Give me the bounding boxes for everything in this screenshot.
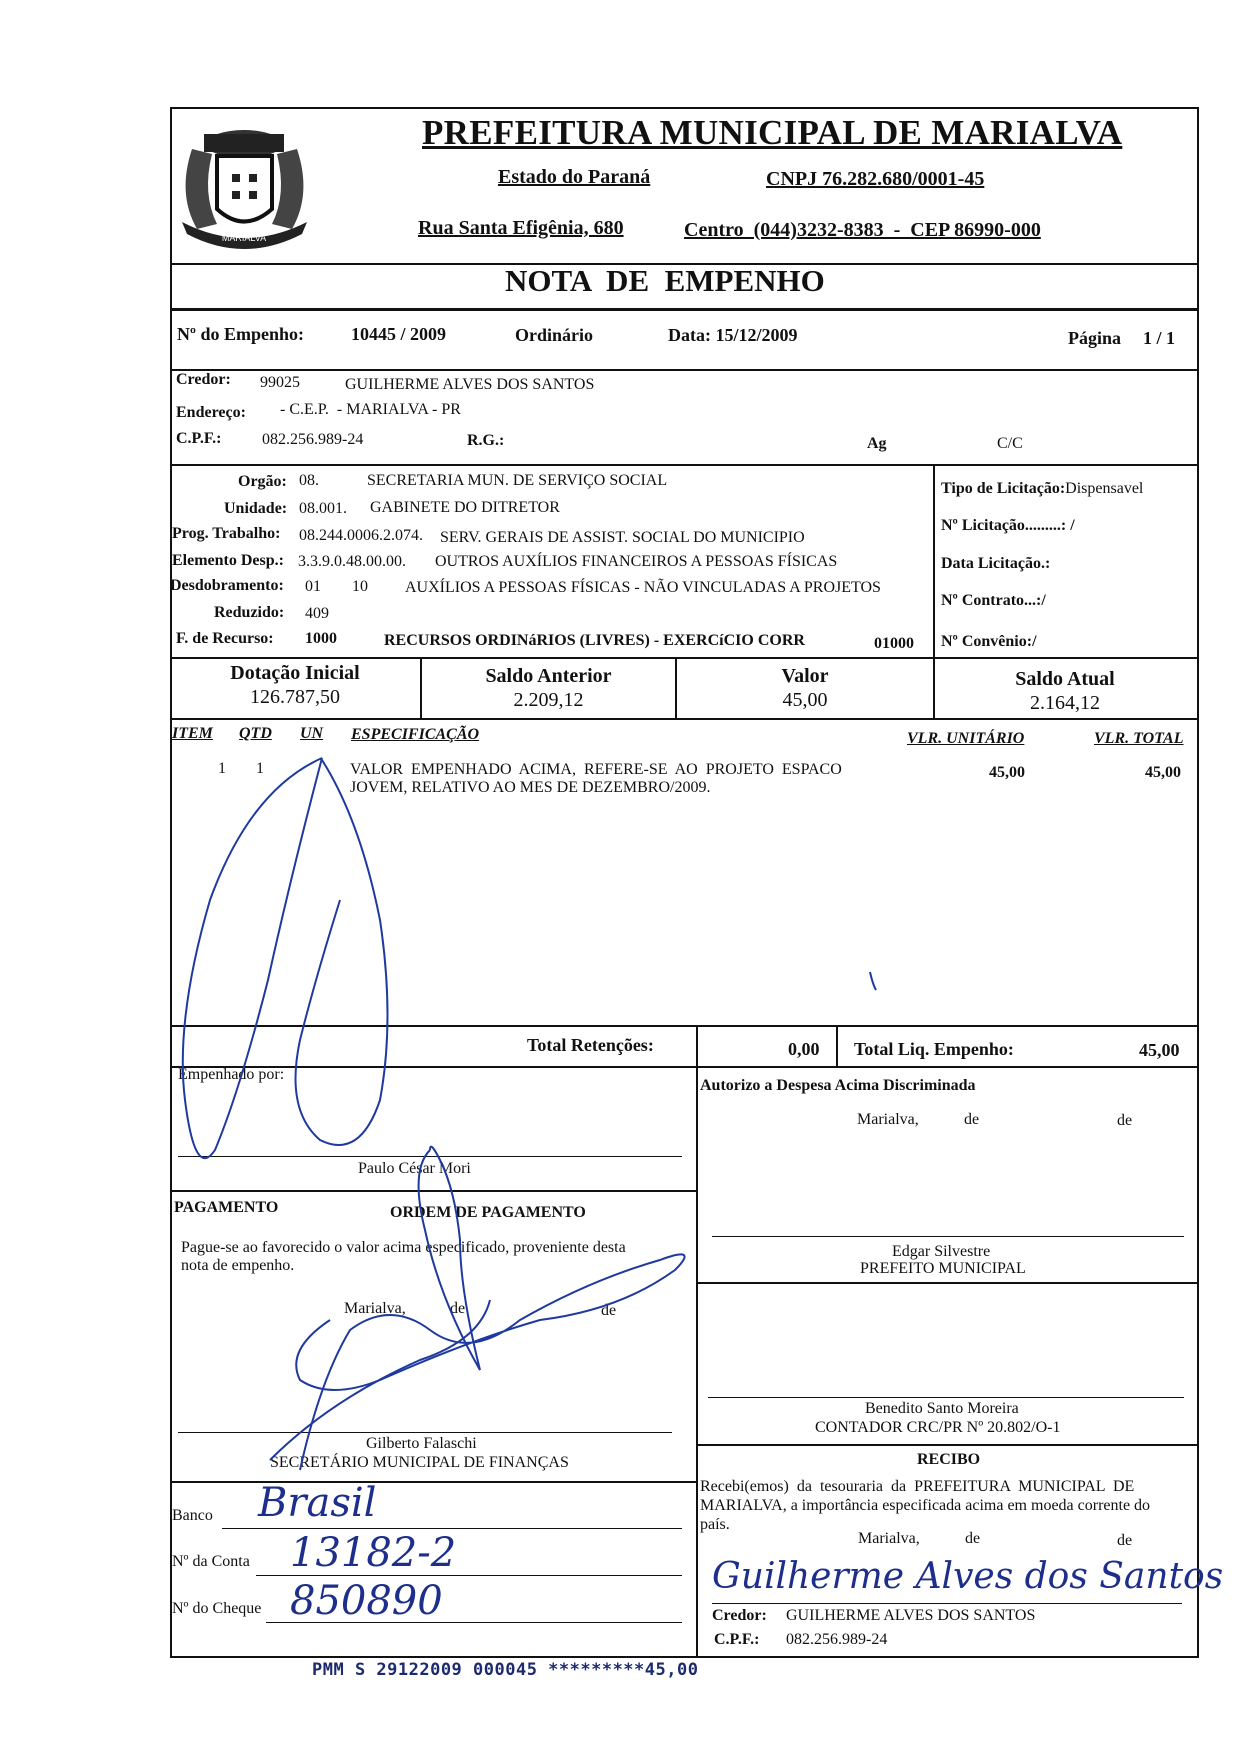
saldo-atual-label: Saldo Atual xyxy=(1015,668,1115,690)
recurso-label: F. de Recurso: xyxy=(176,630,274,647)
accountant-title: CONTADOR CRC/PR Nº 20.802/O-1 xyxy=(815,1419,1061,1436)
recibo-de-1: de xyxy=(965,1530,981,1547)
col-unit-value: VLR. UNITÁRIO xyxy=(907,730,1025,747)
orgao-desc: SECRETARIA MUN. DE SERVIÇO SOCIAL xyxy=(367,472,668,489)
empenho-number: 10445 / 2009 xyxy=(351,324,447,344)
conta-label: Nº da Conta xyxy=(172,1553,250,1570)
pagamento-place: Marialva, xyxy=(344,1300,406,1317)
reduzido-value: 409 xyxy=(305,605,329,622)
banco-value: Brasil xyxy=(258,1480,377,1526)
col-qtd: QTD xyxy=(239,725,272,742)
unidade-code: 08.001. xyxy=(299,500,347,517)
prog-desc: SERV. GERAIS DE ASSIST. SOCIAL DO MUNICIPIO xyxy=(440,529,805,546)
cheque-label: Nº do Cheque xyxy=(172,1600,262,1617)
dotacao-label: Dotação Inicial xyxy=(230,662,360,684)
credor-label: Credor: xyxy=(176,371,231,388)
accountant-name: Benedito Santo Moreira xyxy=(865,1400,1019,1417)
saldo-atual-value: 2.164,12 xyxy=(1030,692,1100,714)
recurso-code-2: 01000 xyxy=(874,635,914,652)
banco-label: Banco xyxy=(172,1507,213,1524)
pagamento-text-line-1: Pague-se ao favorecido o valor acima especificado, proveniente desta xyxy=(181,1239,626,1256)
elemento-desc: OUTROS AUXÍLIOS FINANCEIROS A PESSOAS FÍSICAS xyxy=(435,553,838,570)
credor-address: - C.E.P. - MARIALVA - PR xyxy=(280,401,461,418)
finance-secretary-name: Gilberto Falaschi xyxy=(366,1435,477,1452)
valor-value: 45,00 xyxy=(782,689,828,711)
reduzido-label: Reduzido: xyxy=(214,604,285,621)
elemento-label: Elemento Desp.: xyxy=(172,552,284,569)
col-un: UN xyxy=(300,725,324,742)
pagamento-de-1: de xyxy=(450,1300,466,1317)
prog-label: Prog. Trabalho: xyxy=(172,525,281,542)
recibo-text-line-3: país. xyxy=(700,1516,730,1533)
street-address: Rua Santa Efigênia, 680 xyxy=(418,217,624,239)
col-item: ITEM xyxy=(172,725,213,742)
autorizo-label: Autorizo a Despesa Acima Discriminada xyxy=(700,1077,976,1094)
licitacao-date: Data Licitação.: xyxy=(941,555,1051,572)
pagamento-text-line-2: nota de empenho. xyxy=(181,1257,295,1274)
empenho-type: Ordinário xyxy=(515,325,594,345)
credor-name: GUILHERME ALVES DOS SANTOS xyxy=(345,376,595,393)
agency-label: Ag xyxy=(867,435,887,452)
recibo-credor-label: Credor: xyxy=(712,1607,767,1624)
prog-code: 08.244.0006.2.074. xyxy=(299,527,423,544)
licitacao-type-label: Tipo de Licitação: xyxy=(941,480,1066,497)
recurso-desc: RECURSOS ORDINáRIOS (LIVRES) - EXERCíCIO CORR xyxy=(384,632,805,649)
desdobramento-code-1: 01 xyxy=(305,578,321,595)
elemento-code: 3.3.9.0.48.00.00. xyxy=(298,553,406,570)
autorizo-de-2: de xyxy=(1117,1112,1133,1129)
empenhado-signer: Paulo César Mori xyxy=(358,1160,471,1177)
recibo-text-line-2: MARIALVA, a importância especificada acima em moeda corrente do xyxy=(700,1497,1151,1514)
ordem-pagamento-label: ORDEM DE PAGAMENTO xyxy=(390,1204,586,1221)
saldo-anterior-label: Saldo Anterior xyxy=(485,665,612,687)
recibo-place: Marialva, xyxy=(858,1530,920,1547)
municipality-title: PREFEITURA MUNICIPAL DE MARIALVA xyxy=(422,113,1123,152)
dotacao-value: 126.787,50 xyxy=(250,686,340,708)
address-label: Endereço: xyxy=(176,404,246,421)
unidade-desc: GABINETE DO DITRETOR xyxy=(370,499,560,516)
credor-signature: Guilherme Alves dos Santos xyxy=(712,1556,1224,1597)
row-unit-value: 45,00 xyxy=(989,764,1025,781)
district-phone-cep: Centro (044)3232-8383 - CEP 86990-000 xyxy=(684,219,1041,241)
recurso-code: 1000 xyxy=(305,630,337,647)
credor-code: 99025 xyxy=(260,374,300,391)
document-title: NOTA DE EMPENHO xyxy=(505,263,825,298)
saldo-anterior-value: 2.209,12 xyxy=(513,689,584,711)
desdobramento-label: Desdobramento: xyxy=(170,577,284,594)
liquido-value: 45,00 xyxy=(1139,1040,1180,1060)
credor-cpf: 082.256.989-24 xyxy=(262,431,364,448)
retencoes-value: 0,00 xyxy=(788,1039,820,1059)
pagamento-label: PAGAMENTO xyxy=(174,1199,279,1216)
convenio-number: Nº Convênio:/ xyxy=(941,633,1037,650)
row-spec-line-2: JOVEM, RELATIVO AO MES DE DEZEMBRO/2009. xyxy=(350,779,711,796)
valor-label: Valor xyxy=(781,665,829,687)
page-number: 1 / 1 xyxy=(1143,328,1176,348)
recibo-de-2: de xyxy=(1117,1532,1133,1549)
desdobramento-desc: AUXÍLIOS A PESSOAS FÍSICAS - NÃO VINCULADAS A PROJETOS xyxy=(405,579,881,596)
rg-label: R.G.: xyxy=(467,432,505,449)
row-spec-line-1: VALOR EMPENHADO ACIMA, REFERE-SE AO PROJETO ESPACO xyxy=(350,761,842,778)
orgao-label: Orgão: xyxy=(238,473,287,490)
cnpj: CNPJ 76.282.680/0001-45 xyxy=(766,168,985,190)
finance-secretary-title: SECRETÁRIO MUNICIPAL DE FINANÇAS xyxy=(270,1454,569,1471)
row-item: 1 xyxy=(218,760,226,777)
empenhado-label: Empenhado por: xyxy=(178,1066,285,1083)
licitacao-type-value: Dispensavel xyxy=(1065,480,1144,497)
pagamento-de-2: de xyxy=(601,1302,617,1319)
row-qtd: 1 xyxy=(256,760,264,777)
liquido-label: Total Liq. Empenho: xyxy=(854,1039,1014,1059)
retencoes-label: Total Retenções: xyxy=(527,1035,654,1055)
orgao-code: 08. xyxy=(299,472,319,489)
payment-stamp: PMM S 29122009 000045 *********45,00 xyxy=(312,1660,699,1680)
licitacao-number: Nº Licitação.........: / xyxy=(941,517,1075,534)
row-total-value: 45,00 xyxy=(1145,764,1181,781)
recibo-title: RECIBO xyxy=(917,1451,981,1468)
empenho-date: Data: 15/12/2009 xyxy=(668,325,798,345)
state-name: Estado do Paraná xyxy=(498,166,651,188)
account-label: C/C xyxy=(997,435,1023,452)
contrato-number: Nº Contrato...:/ xyxy=(941,592,1046,609)
recibo-cpf: 082.256.989-24 xyxy=(786,1631,888,1648)
recibo-cpf-label: C.P.F.: xyxy=(714,1631,760,1648)
unidade-label: Unidade: xyxy=(224,500,288,517)
col-total-value: VLR. TOTAL xyxy=(1094,730,1184,747)
page-label: Página xyxy=(1068,328,1122,348)
mayor-title: PREFEITO MUNICIPAL xyxy=(860,1260,1026,1277)
col-spec: ESPECIFICAÇÃO xyxy=(351,726,480,743)
autorizo-de-1: de xyxy=(964,1111,980,1128)
empenho-number-label: Nº do Empenho: xyxy=(177,324,304,344)
cheque-value: 850890 xyxy=(290,1578,443,1624)
autorizo-place: Marialva, xyxy=(857,1111,919,1128)
svg-text:MARIALVA: MARIALVA xyxy=(221,233,267,243)
mayor-name: Edgar Silvestre xyxy=(892,1243,991,1260)
cpf-label: C.P.F.: xyxy=(176,430,222,447)
desdobramento-code-2: 10 xyxy=(352,578,368,595)
conta-value: 13182-2 xyxy=(290,1530,457,1576)
recibo-credor-name: GUILHERME ALVES DOS SANTOS xyxy=(786,1607,1036,1624)
recibo-text-line-1: Recebi(emos) da tesouraria da PREFEITURA MUNICIPAL DE xyxy=(700,1478,1135,1495)
